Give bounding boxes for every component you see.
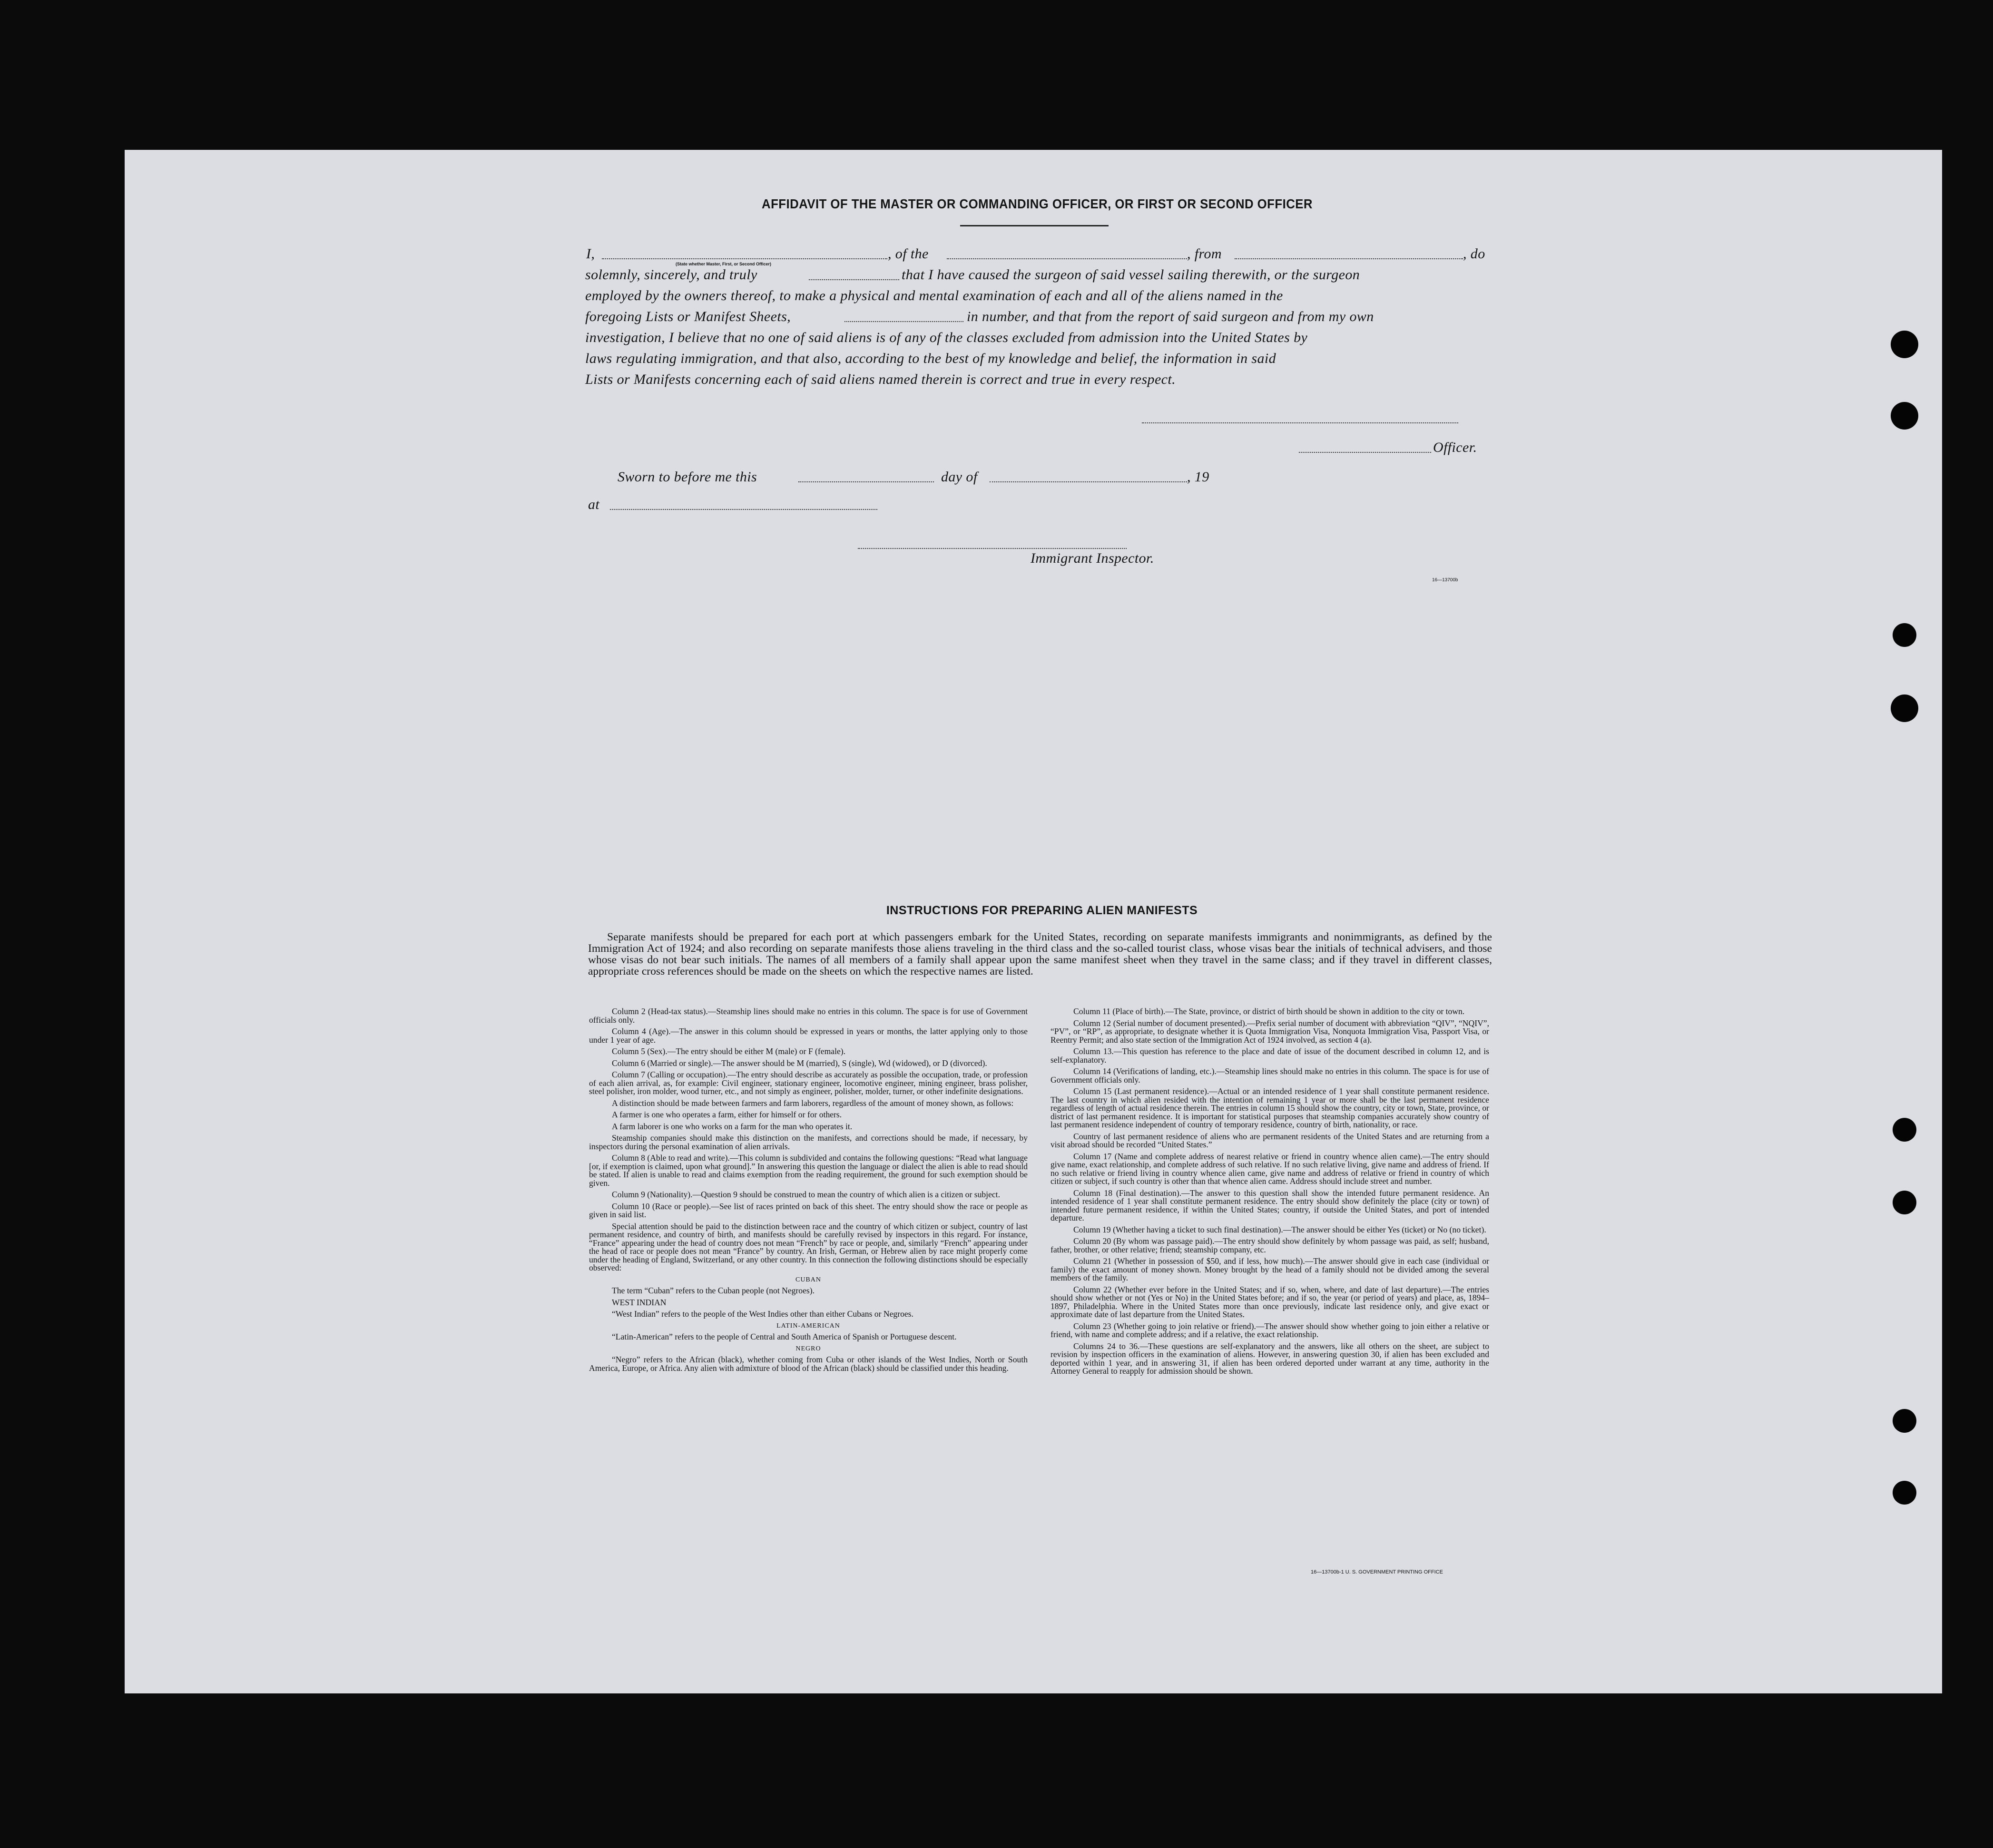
affidavit-line7: Lists or Manifests concerning each of said aliens named therein is correct and true in every respect. bbox=[585, 372, 1176, 387]
instruction-paragraph: Column 9 (Nationality).—Question 9 should be construed to mean the country of which alien is a citizen or subject. bbox=[612, 1190, 1000, 1199]
title-underline bbox=[960, 225, 1109, 226]
instruction-paragraph: Column 14 (Verifications of landing, etc.).—Steamship lines should make no entries in this column. The space is for use of Government officials only. bbox=[1050, 1066, 1489, 1085]
affidavit-i: I, bbox=[586, 246, 595, 262]
sworn-text: Sworn to before me this bbox=[618, 469, 757, 485]
punch-hole bbox=[1893, 1118, 1916, 1142]
affidavit-line2b: that I have caused the surgeon of said vessel sailing therewith, or the surgeon bbox=[902, 267, 1360, 283]
instruction-paragraph: Column 8 (Able to read and write).—This column is subdivided and contains the following questions: “Read what language [or, if exemption is claimed, upon what ground].” In answering this question the language or dialect the alien is able to read should be stated. If alien is unable to read and claims exemption from the reading requirement, the ground for such exemption should be given. bbox=[589, 1153, 1028, 1188]
instruction-paragraph: Column 19 (Whether having a ticket to such final destination).—The answer should be either Yes (ticket) or No (no ticket). bbox=[1073, 1224, 1486, 1234]
instructions-title: INSTRUCTIONS FOR PREPARING ALIEN MANIFESTS bbox=[886, 904, 1198, 917]
sworn-month-blank[interactable] bbox=[990, 481, 1187, 482]
punch-hole bbox=[1893, 623, 1916, 647]
instruction-paragraph: Column 10 (Race or people).—See list of races printed on back of this sheet. The entry should show the race or people as given in said list. bbox=[589, 1201, 1028, 1219]
section-heading: LATIN-AMERICAN bbox=[776, 1322, 840, 1330]
instruction-paragraph: Column 7 (Calling or occupation).—The entry should describe as accurately as possible the occupation, trade, or profession of each alien arrival, as, for example: Civil engineer, stationary engineer, locomotive engineer, mining engineer, brass polisher, steel polisher, iron molder, wood turner, etc., and not simply as engineer, polisher, molder, turner, or other indefinite designations. bbox=[589, 1070, 1028, 1096]
officer-note: (State whether Master, First, or Second Officer) bbox=[676, 262, 772, 266]
affidavit-line4b: in number, and that from the report of said surgeon and from my own bbox=[967, 309, 1374, 324]
instruction-paragraph: WEST INDIAN bbox=[612, 1297, 667, 1307]
oath-blank[interactable] bbox=[809, 279, 899, 280]
instruction-paragraph: Column 18 (Final destination).—The answer to this question shall show the intended future permanent residence. An intended residence of 1 year shall constitute permanent residence. The entry should show definitely the place (city or town) of intended future permanent residence, if within the United States; country, if outside the United States, and port of intended departure. bbox=[1050, 1188, 1489, 1222]
instruction-paragraph: Country of last permanent residence of aliens who are permanent residents of the United States and are returning from a visit abroad should be recorded “United States.” bbox=[1050, 1131, 1489, 1149]
instructions-intro: Separate manifests should be prepared for each port at which passengers embark for the United States, recording on separate manifests immigrants and nonimmigrants, as defined by the Immigration Act of 1924; and also recording on separate manifests those aliens traveling in the third class and the so-called tourist class, whose visas bear the initials of technical advisers, and those whose visas do not bear such initials. The names of all members of a family shall appear upon the same manifest sheet when they travel in the same class; and if they travel in different classes, appropriate cross references should be made on the sheets on which the respective names are listed. bbox=[588, 931, 1492, 978]
affidavit-line6: laws regulating immigration, and that also, according to the best of my knowledge and belief, the information in said bbox=[585, 351, 1276, 366]
instruction-paragraph: Column 21 (Whether in possession of $50, and if less, how much).—The answer should give in each case (individual or family) the exact amount of money shown. Money brought by the head of a family should not be divided among the several members of the family. bbox=[1050, 1256, 1489, 1282]
officer-name-blank[interactable] bbox=[602, 258, 887, 259]
section-heading: NEGRO bbox=[795, 1345, 821, 1352]
punch-hole bbox=[1893, 1481, 1916, 1505]
at-place-blank[interactable] bbox=[610, 509, 877, 510]
instruction-paragraph: Column 20 (By whom was passage paid).—The entry should show definitely by whom passage was paid, as self; husband, father, brother, or other relative; friend; steamship company, etc. bbox=[1050, 1236, 1489, 1254]
at-text: at bbox=[588, 497, 600, 512]
affidavit-do: , do bbox=[1463, 246, 1485, 262]
section-heading: CUBAN bbox=[795, 1276, 821, 1283]
instruction-paragraph: Column 15 (Last permanent residence).—Actual or an intended residence of 1 year shall constitute permanent residence. The last country in which alien resided with the intention of remaining 1 year or more shall be the last permanent residence regardless of length of actual residence therein. The entries in column 15 should show the country, city or town, State, province, or district of last permanent residence. It is important for statistical purposes that steamship companies accurately show country of last permanent residence independent of country of temporary residence, country of birth, nationality, or race. bbox=[1050, 1086, 1489, 1129]
punch-hole bbox=[1891, 694, 1918, 722]
instruction-paragraph: A farmer is one who operates a farm, either for himself or for others. bbox=[612, 1110, 842, 1119]
day-of-text: day of bbox=[941, 469, 978, 485]
instructions-left-column bbox=[589, 1007, 1028, 1376]
affidavit-from: , from bbox=[1187, 246, 1222, 262]
sworn-day-blank[interactable] bbox=[798, 481, 934, 482]
printing-office-code: 16—13700b-1 U. S. GOVERNMENT PRINTING OFFICE bbox=[1311, 1569, 1443, 1575]
instruction-paragraph: Column 12 (Serial number of document presented).—Prefix serial number of document with abbreviation “QIV”, “NQIV”, “PV”, or “RP”, as appropriate, to designate whether it is Quota Immigration Visa, Nonquota Immigration Visa, Passport Visa, or Reentry Permit; and also state section of the Immigration Act of 1924 involved, as section 4 (a). bbox=[1050, 1018, 1489, 1045]
year-text: , 19 bbox=[1187, 469, 1209, 485]
vessel-name-blank[interactable] bbox=[947, 258, 1187, 259]
signature-blank[interactable] bbox=[1142, 422, 1458, 423]
instruction-paragraph: Column 4 (Age).—The answer in this column should be expressed in years or months, the latter applying only to those under 1 year of age. bbox=[589, 1027, 1028, 1045]
inspector-label: Immigrant Inspector. bbox=[1031, 550, 1154, 566]
affidavit-of-the: , of the bbox=[888, 246, 929, 262]
affidavit-line4a: foregoing Lists or Manifest Sheets, bbox=[585, 309, 791, 324]
officer-title-blank[interactable] bbox=[1299, 452, 1431, 453]
instruction-paragraph: The term “Cuban” refers to the Cuban people (not Negroes). bbox=[612, 1286, 815, 1295]
officer-label: Officer. bbox=[1433, 440, 1477, 455]
instruction-paragraph: Column 23 (Whether going to join relative or friend).—The answer should show whether going to join either a relative or friend, with name and complete address; and if a relative, the exact relationship. bbox=[1050, 1321, 1489, 1339]
form-code: 16—13700b bbox=[1432, 577, 1458, 583]
instructions-right-column bbox=[1050, 1007, 1489, 1379]
instruction-paragraph: Column 17 (Name and complete address of nearest relative or friend in country whence alien came).—The entry should give name, exact relationship, and complete address of such relative. If no such relative living, give name and address of friend. If no such relative or friend living in country whence alien came, give name and address of relative or friend in country of which citizen or subject, if such country is other than that whence alien came. Address should include street and number. bbox=[1050, 1151, 1489, 1186]
instruction-paragraph: Special attention should be paid to the distinction between race and the country of which citizen or subject, country of last permanent residence, and country of birth, and manifests should be carefully revised by inspectors in this regard. For instance, “France” appearing under the head of country does not mean “French” by race or people, and, similarly “French” appearing under the head of race or people does not mean “France” by country. An Irish, German, or Hebrew alien by race might properly come under the heading of England, Switzerland, or any other country. In this connection the following distinctions should be especially observed: bbox=[589, 1221, 1028, 1272]
instruction-paragraph: Column 2 (Head-tax status).—Steamship lines should make no entries in this column. The space is for use of Government officials only. bbox=[589, 1007, 1028, 1025]
instruction-paragraph: “West Indian” refers to the people of the West Indies other than either Cubans or Negroes. bbox=[612, 1309, 913, 1319]
instruction-paragraph: “Latin-American” refers to the people of Central and South America of Spanish or Portuguese descent. bbox=[612, 1332, 957, 1341]
instruction-paragraph: “Negro” refers to the African (black), whether coming from Cuba or other islands of the West Indies, North or South America, Europe, or Africa. Any alien with admixture of blood of the African (black) should be classified under this heading. bbox=[589, 1355, 1028, 1373]
affidavit-line3: employed by the owners thereof, to make a physical and mental examination of each and all of the aliens named in the bbox=[585, 288, 1283, 303]
from-port-blank[interactable] bbox=[1235, 258, 1463, 259]
instruction-paragraph: A distinction should be made between farmers and farm laborers, regardless of the amount of money shown, as follows: bbox=[612, 1098, 1014, 1108]
instruction-paragraph: Column 11 (Place of birth).—The State, province, or district of birth should be shown in addition to the city or town. bbox=[1073, 1007, 1465, 1016]
instruction-paragraph: Column 5 (Sex).—The entry should be either M (male) or F (female). bbox=[612, 1046, 846, 1056]
affidavit-line2a: solemnly, sincerely, and truly bbox=[585, 267, 757, 283]
instruction-paragraph: Column 22 (Whether ever before in the United States; and if so, when, where, and date of last departure).—The entries should show whether or not (Yes or No) in the United States before; and if so, the year (or period of years) and place, as, 1894–1897, Philadelphia. Where in the United States more than once previously, indicate last residence only, and give exact or approximate date of last departure from the United States. bbox=[1050, 1284, 1489, 1319]
affidavit-title: AFFIDAVIT OF THE MASTER OR COMMANDING OFFICER, OR FIRST OR SECOND OFFICER bbox=[762, 196, 1313, 211]
instruction-paragraph: Columns 24 to 36.—These questions are self-explanatory and the answers, like all others on the sheet, are subject to revision by inspection officers in the examination of aliens. However, in answering question 30, if alien has been excluded and deported within 1 year, and in answering 31, if alien has been ordered deported under warrant at any time, authority in the Attorney General to reapply for admission should be shown. bbox=[1050, 1341, 1489, 1376]
inspector-signature-blank[interactable] bbox=[858, 548, 1127, 549]
instruction-paragraph: Column 6 (Married or single).—The answer should be M (married), S (single), Wd (widowed), or D (divorced). bbox=[612, 1058, 987, 1068]
affidavit-line5: investigation, I believe that no one of said aliens is of any of the classes excluded from admission into the United States by bbox=[585, 330, 1308, 345]
punch-hole bbox=[1893, 1409, 1916, 1433]
instruction-paragraph: A farm laborer is one who works on a farm for the man who operates it. bbox=[612, 1121, 853, 1131]
punch-hole bbox=[1891, 331, 1918, 358]
sheet-count-blank[interactable] bbox=[844, 321, 963, 322]
punch-hole bbox=[1893, 1191, 1916, 1214]
instruction-paragraph: Steamship companies should make this distinction on the manifests, and corrections should be made, if necessary, by inspectors during the personal examination of alien arrivals. bbox=[589, 1133, 1028, 1151]
instruction-paragraph: Column 13.—This question has reference to the place and date of issue of the document described in column 12, and is self-explanatory. bbox=[1050, 1046, 1489, 1065]
punch-hole bbox=[1891, 402, 1918, 430]
